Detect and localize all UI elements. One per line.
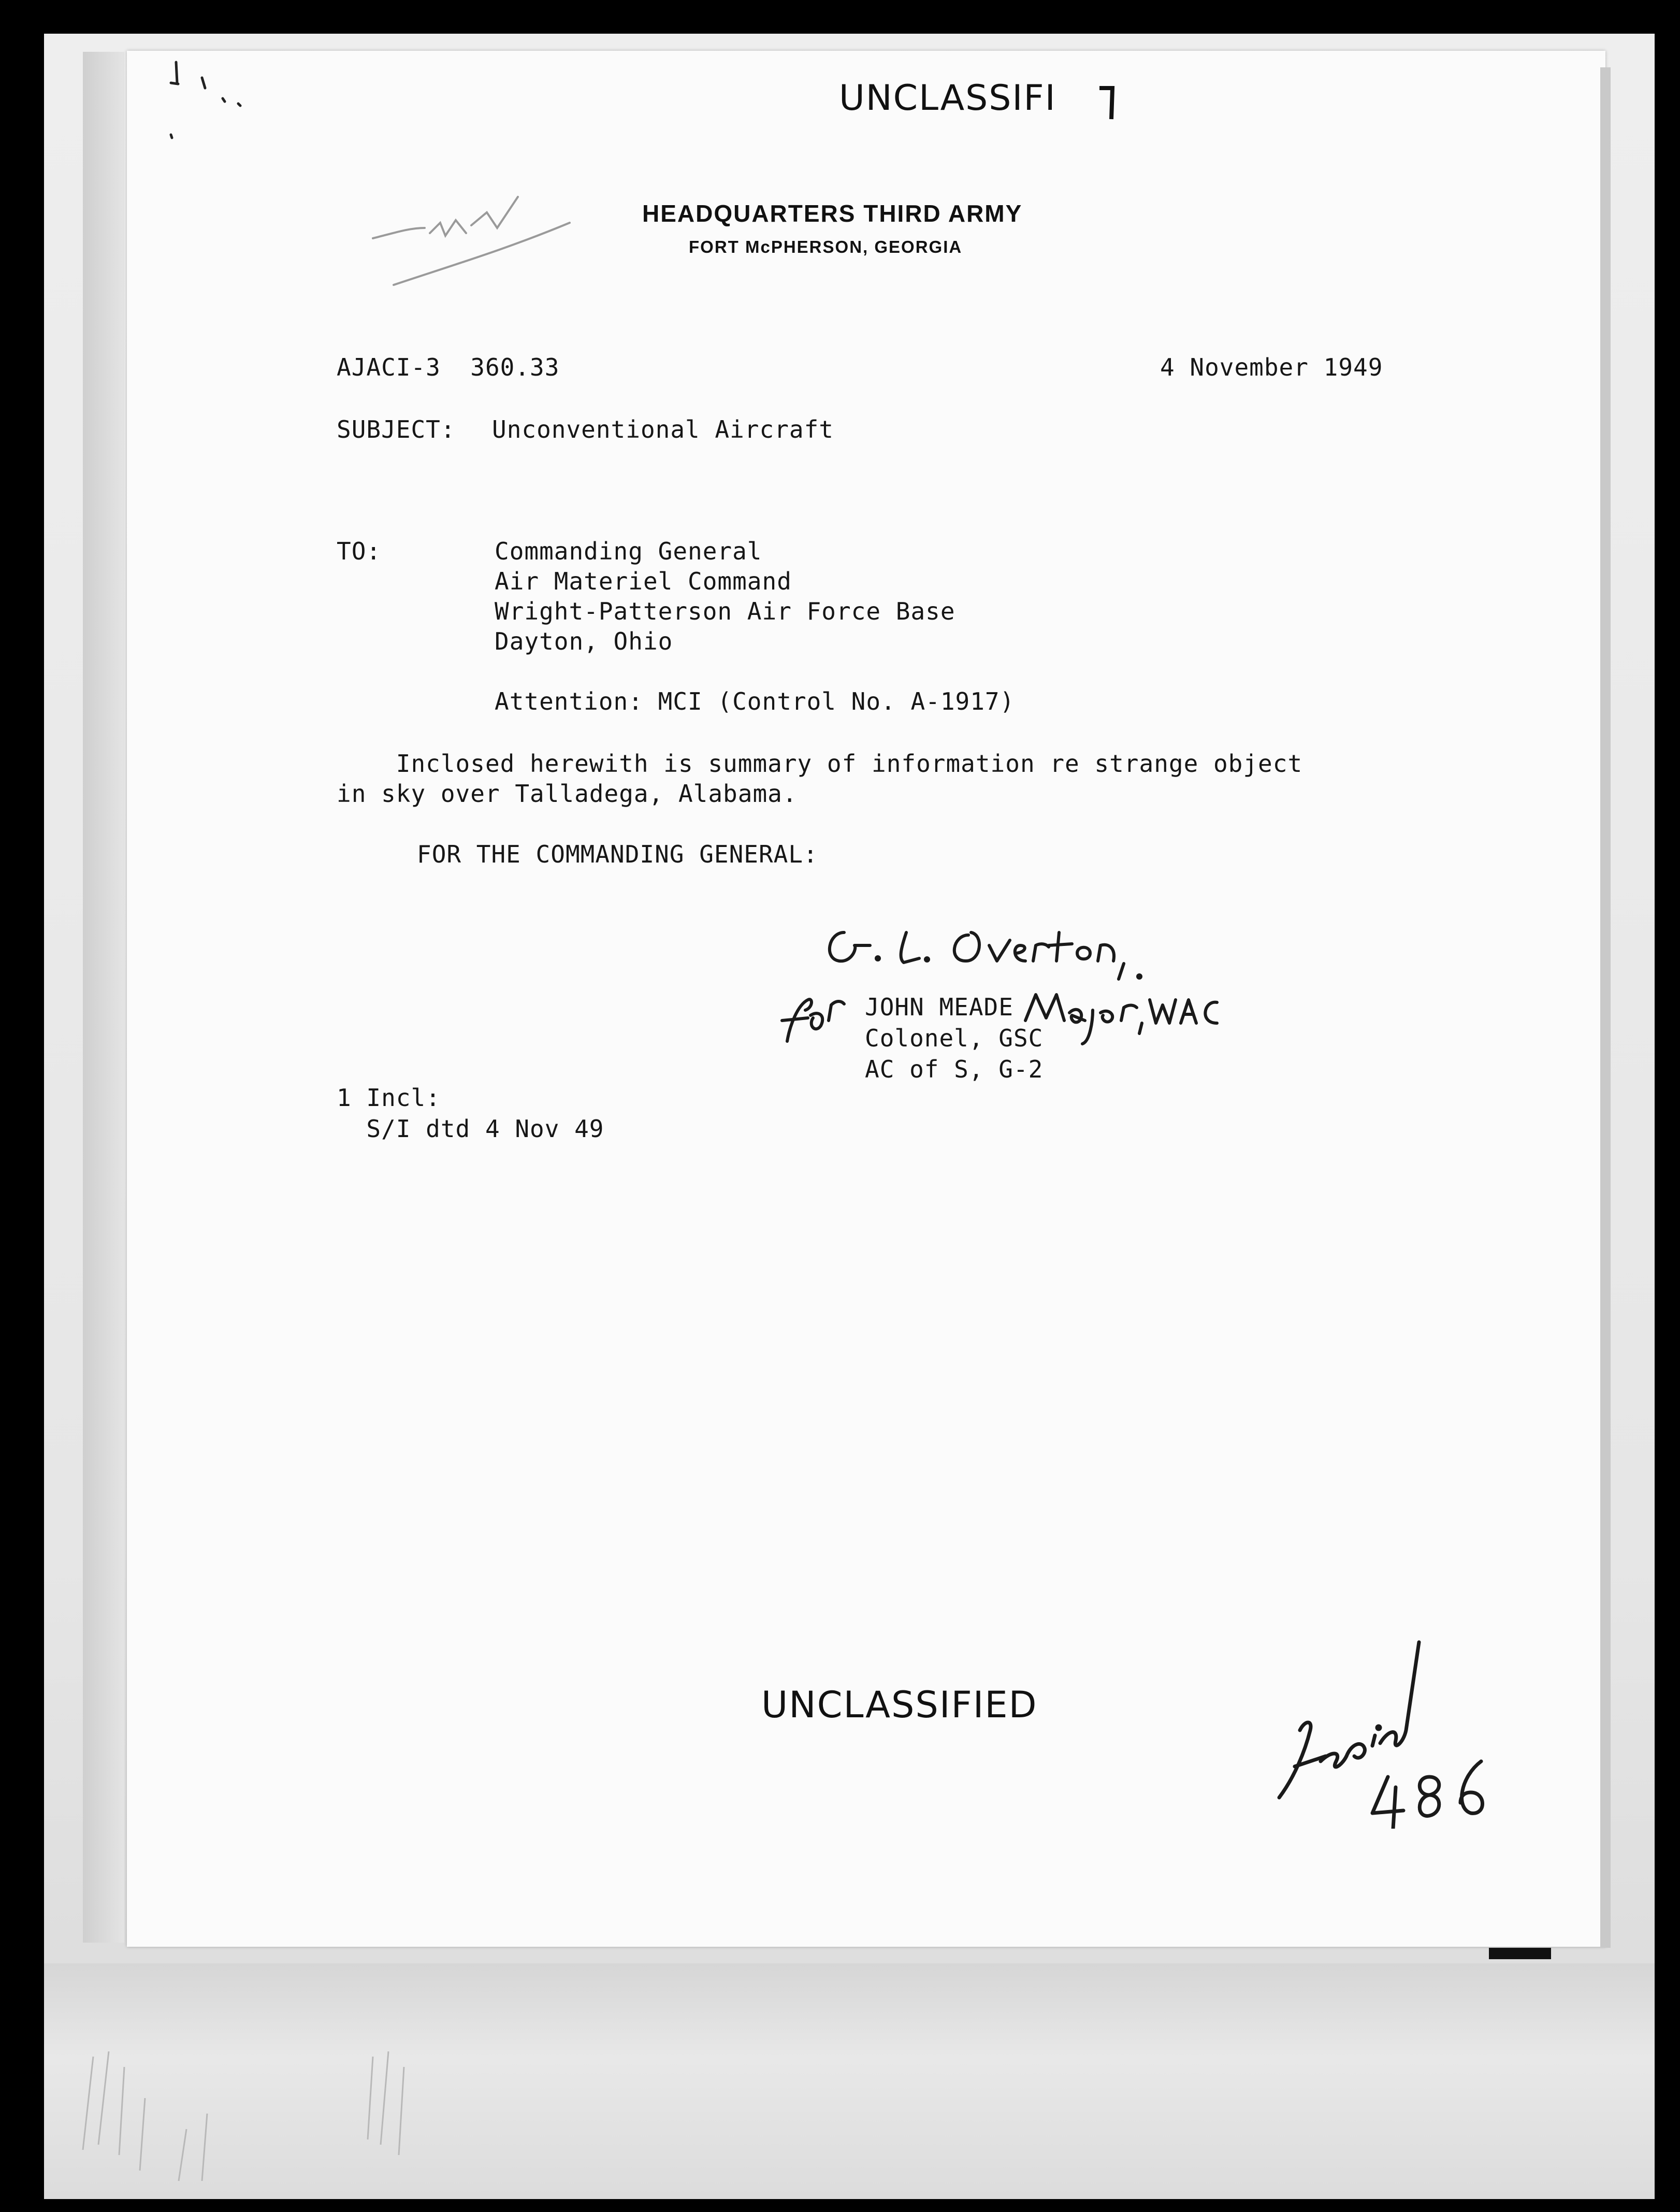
signer-office: AC of S, G-2 (865, 1055, 1044, 1083)
closing-line: FOR THE COMMANDING GENERAL: (417, 840, 818, 868)
body-line: Inclosed herewith is summary of information re strange object (337, 750, 1303, 778)
letter-date: 4 November 1949 (1160, 353, 1383, 381)
addressee-line: Commanding General (495, 537, 762, 565)
paper-edge (1600, 67, 1611, 1948)
handwritten-incid-number-icon (1264, 1632, 1523, 1829)
paper-shadow (83, 52, 124, 1943)
addressee-line: Wright-Patterson Air Force Base (495, 597, 955, 625)
inclosure-count: 1 Incl: (337, 1084, 441, 1112)
film-edge-marker (1489, 1948, 1551, 1959)
scan-speck-marks (155, 57, 290, 161)
addressee-line: Air Materiel Command (495, 567, 792, 595)
classification-fragment-icon (1097, 85, 1118, 122)
signer-rank: Colonel, GSC (865, 1024, 1044, 1052)
addressee-line: Dayton, Ohio (495, 627, 673, 655)
bottom-scan-marks (62, 2036, 1616, 2191)
letterhead-title: HEADQUARTERS THIRD ARMY (642, 200, 1023, 227)
subject-text: Unconventional Aircraft (492, 415, 834, 443)
subject-label: SUBJECT: (337, 415, 456, 443)
classification-top: UNCLASSIFI (839, 78, 1069, 119)
inclosure-item: S/I dtd 4 Nov 49 (337, 1115, 604, 1143)
classification-bottom: UNCLASSIFIED (761, 1684, 1038, 1726)
attention-line: Attention: MCI (Control No. A-1917) (495, 687, 1015, 715)
letterhead-location: FORT McPHERSON, GEORGIA (689, 237, 963, 256)
signer-name: JOHN MEADE (865, 993, 1013, 1021)
file-reference: AJACI-3 360.33 (337, 353, 560, 381)
pencil-annotation-icon (363, 176, 580, 295)
addressee-label: TO: (337, 537, 382, 565)
body-line: in sky over Talladega, Alabama. (337, 780, 798, 808)
